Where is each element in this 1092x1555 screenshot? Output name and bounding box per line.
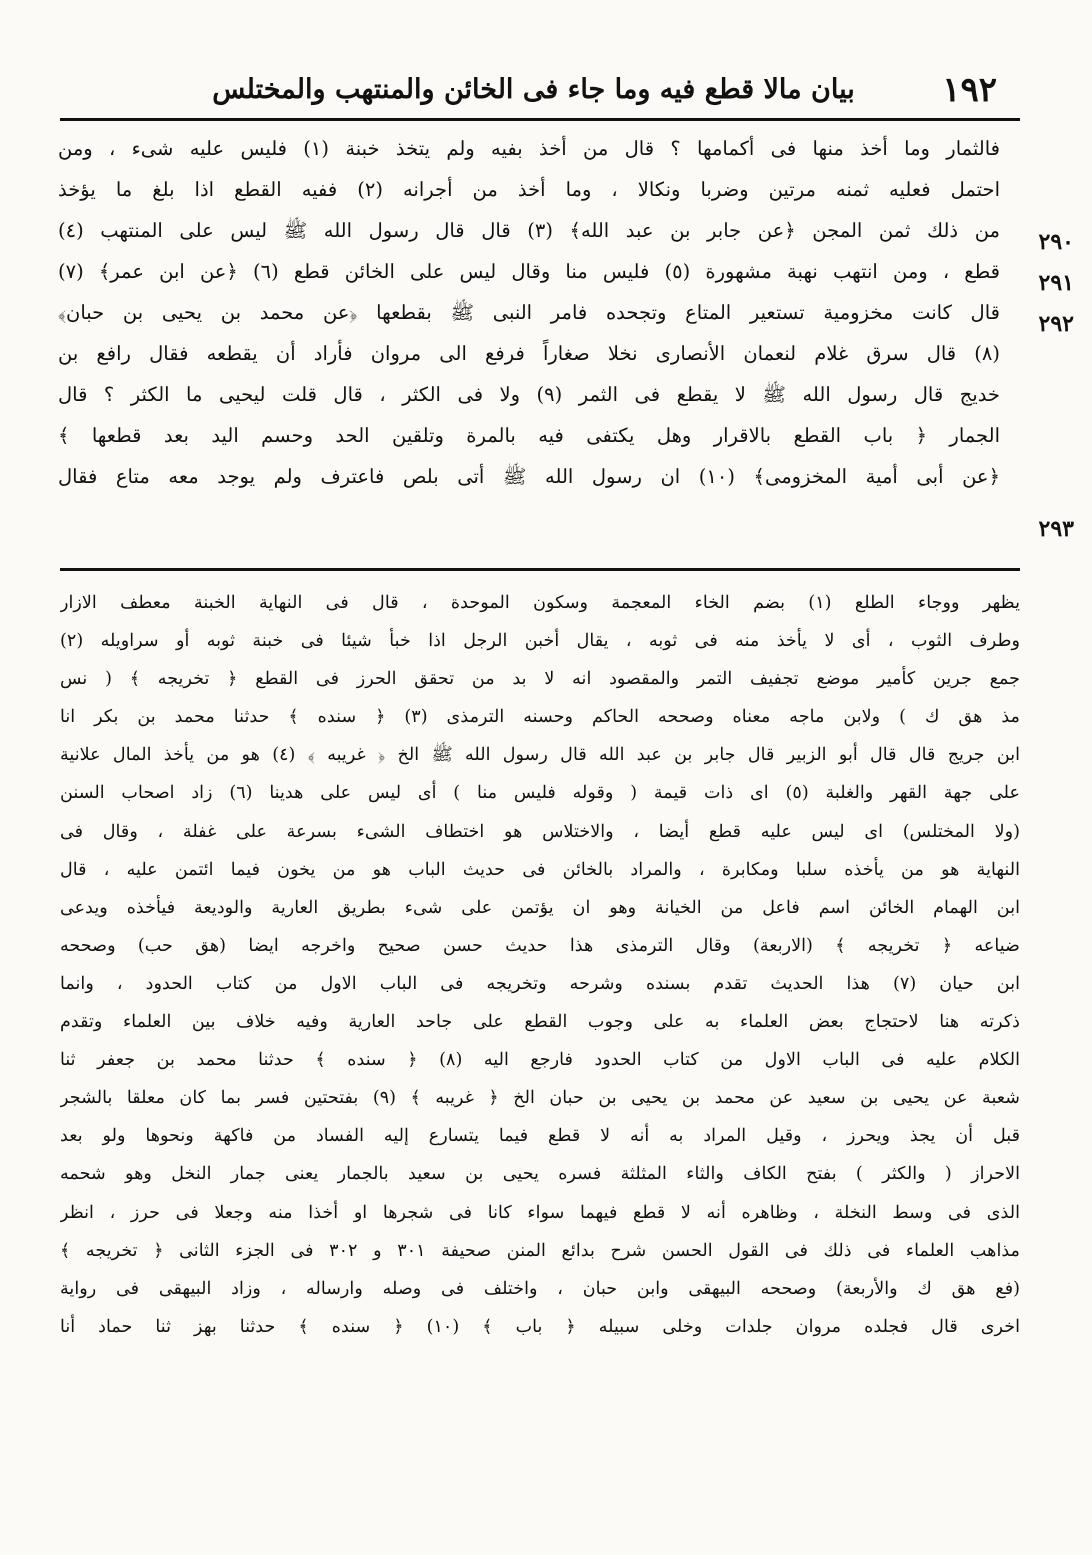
footnote-line: ابن حيان (٧) هذا الحديث تقدم بسنده وشرحه وتخريجه فى الباب الاول من كتاب الحدود ، وانما (60, 973, 1020, 994)
main-line: ﴿عن أبى أمية المخزومى﴾ (١٠) ان رسول الله ﷺ أتى بلص فاعترف ولم يوجد معه متاع فقال (58, 465, 1000, 488)
footnote-line: الذى فى وسط النخلة ، وظاهره أنه لا قطع فيهما سواء كانا فى شجرها او أخذا منه وجعلا فى حرز ، انظر (60, 1202, 1020, 1223)
footnote-line: ذكرته هنا لاحتجاج بعض العلماء به على وجوب القطع على جاحد العارية وفيه خلاف بين العلماء وتقدم (60, 1012, 1020, 1033)
main-line: خديج قال رسول الله ﷺ لا يقطع فى الثمر (٩) ولا فى الكثر ، قال قلت ليحيى ما الكثر ؟ قال (58, 383, 1000, 406)
footnote-line: مذ هق ك ) ولابن ماجه معناه وصححه الحاكم وحسنه الترمذى (٣) ﴿ سنده ﴾ حدثنا محمد بن بكر انا (60, 707, 1020, 728)
footnote-line: الاحراز ( والكثر ) بفتح الكاف والثاء المثلثة فسره يحيى بن سعيد بالجمار يعنى جمار النخل وهو شحمه (60, 1164, 1020, 1185)
running-title: بيان مالا قطع فيه وما جاء فى الخائن والمنتهب والمختلس (212, 74, 855, 105)
main-line: (٨) قال سرق غلام لنعمان الأنصارى نخلا صغاراً فرفع الى مروان فأراد أن يقطعه فقال رافع بن (58, 342, 1000, 365)
hadith-number: ٢٩١ (1038, 270, 1074, 296)
footnote-line: ابن الهمام الخائن اسم فاعل من الخيانة وهو ان يؤتمن على شىء بطريق العارية والوديعة فيأخذه ويدعى (60, 897, 1020, 918)
hadith-number: ٢٩٣ (1038, 516, 1074, 542)
main-line: قال كانت مخزومية تستعير المتاع وتجحده فامر النبى ﷺ بقطعها ﴿عن محمد بن يحيى بن حبان﴾ (58, 301, 1000, 324)
footnote-separator (60, 568, 1020, 571)
footnote-line: (فع هق ك والأربعة) وصححه البيهقى وابن حبان ، واختلف فى وصله وارساله ، وزاد البيهقى فى رواية (60, 1278, 1020, 1299)
hadith-number: ٢٩٢ (1038, 311, 1074, 337)
footnote-line: يظهر ووجاء الطلع (١) بضم الخاء المعجمة وسكون الموحدة ، قال فى النهاية الخبنة معطف الازار (60, 593, 1020, 613)
main-line: احتمل فعليه ثمنه مرتين وضربا ونكالا ، وما أخذ من أجرانه (٢) ففيه القطع اذا بلغ ما يؤخذ (58, 178, 1000, 201)
page-header (80, 62, 997, 112)
footnotes (60, 584, 1020, 1346)
footnote-line: على جهة القهر والغلبة (٥) اى ذات قيمة ( وقوله فليس منا ) أى ليس على هدينا (٦) زاد اصحاب السنن (60, 783, 1020, 804)
footnote-line: ابن جريج قال قال أبو الزبير قال جابر بن عبد الله قال رسول الله ﷺ الخ ﴿ غريبه ﴾ (٤) هو من يأخذ المال علانية (60, 745, 1020, 766)
footnote-line: الكلام عليه فى الباب الاول من كتاب الحدود فارجع اليه (٨) ﴿ سنده ﴾ حدثنا محمد بن جعفر ثنا (60, 1050, 1020, 1071)
footnote-line: (ولا المختلس) اى ليس عليه قطع أيضا ، والاختلاس هو اختطاف الشىء بسرعة على غفلة ، وقال فى (60, 821, 1020, 842)
main-line: قطع ، ومن انتهب نهبة مشهورة (٥) فليس منا وقال ليس على الخائن قطع (٦) ﴿عن ابن عمر﴾ (٧) (58, 260, 1000, 283)
footnote-line: وطرف الثوب ، أى لا يأخذ منه فى ثوبه ، يقال أخبن الرجل اذا خبأ شيئا فى خبنة ثوبه أو سراويله (٢) (60, 631, 1020, 652)
footnote-line: قبل أن يجذ ويحرز ، وقيل المراد به أنه لا قطع فيما يتسارع إليه الفساد من فاكهة ونحوها ولو بعد (60, 1126, 1020, 1147)
main-line: الجمار ﴿ باب القطع بالاقرار وهل يكتفى فيه بالمرة وتلقين الحد وحسم اليد بعد قطعها ﴾ (58, 424, 1000, 447)
page-number: ١٩٢ (942, 70, 997, 110)
hadith-number: ٢٩٠ (1038, 229, 1074, 255)
header-rule (60, 118, 1020, 121)
footnote-line: مذاهب العلماء فى ذلك فى القول الحسن شرح بدائع المنن صحيفة ٣٠١ و ٣٠٢ فى الجزء الثانى ﴿ تخريجه ﴾ (60, 1240, 1020, 1261)
footnote-line: اخرى قال فجلده مروان جلدات وخلى سبيله ﴿ باب ﴾ (١٠) ﴿ سنده ﴾ حدثنا بهز ثنا حماد أنا (60, 1316, 1020, 1337)
footnote-line: ضياعه ﴿ تخريجه ﴾ (الاربعة) وقال الترمذى هذا حديث حسن صحيح واخرجه ايضا (هق حب) وصححه (60, 935, 1020, 956)
footnote-line: شعبة عن يحيى بن سعيد عن محمد بن يحيى بن حبان الخ ﴿ غريبه ﴾ (٩) بفتحتين فسر بما كان معلقا بالشجر (60, 1088, 1020, 1109)
main-line: فالثمار وما أخذ منها فى أكمامها ؟ قال من أخذ بفيه ولم يتخذ خبنة (١) فليس عليه شىء ، ومن (58, 137, 1000, 160)
main-text (58, 128, 1000, 497)
footnote-line: جمع جرين كأمير موضع تجفيف التمر والمقصود انه لا بد من تحقق الحرز فى القطع ﴿ تخريجه ﴾ ( نس (60, 669, 1020, 690)
main-line: من ذلك ثمن المجن ﴿عن جابر بن عبد الله﴾ (٣) قال قال رسول الله ﷺ ليس على المنتهب (٤) (58, 219, 1000, 242)
footnote-line: النهاية هو من يأخذه سلبا ومكابرة ، والمراد بالخائن فى حديث الباب هو من يخون فيما ائتمن عليه ، قال (60, 859, 1020, 880)
